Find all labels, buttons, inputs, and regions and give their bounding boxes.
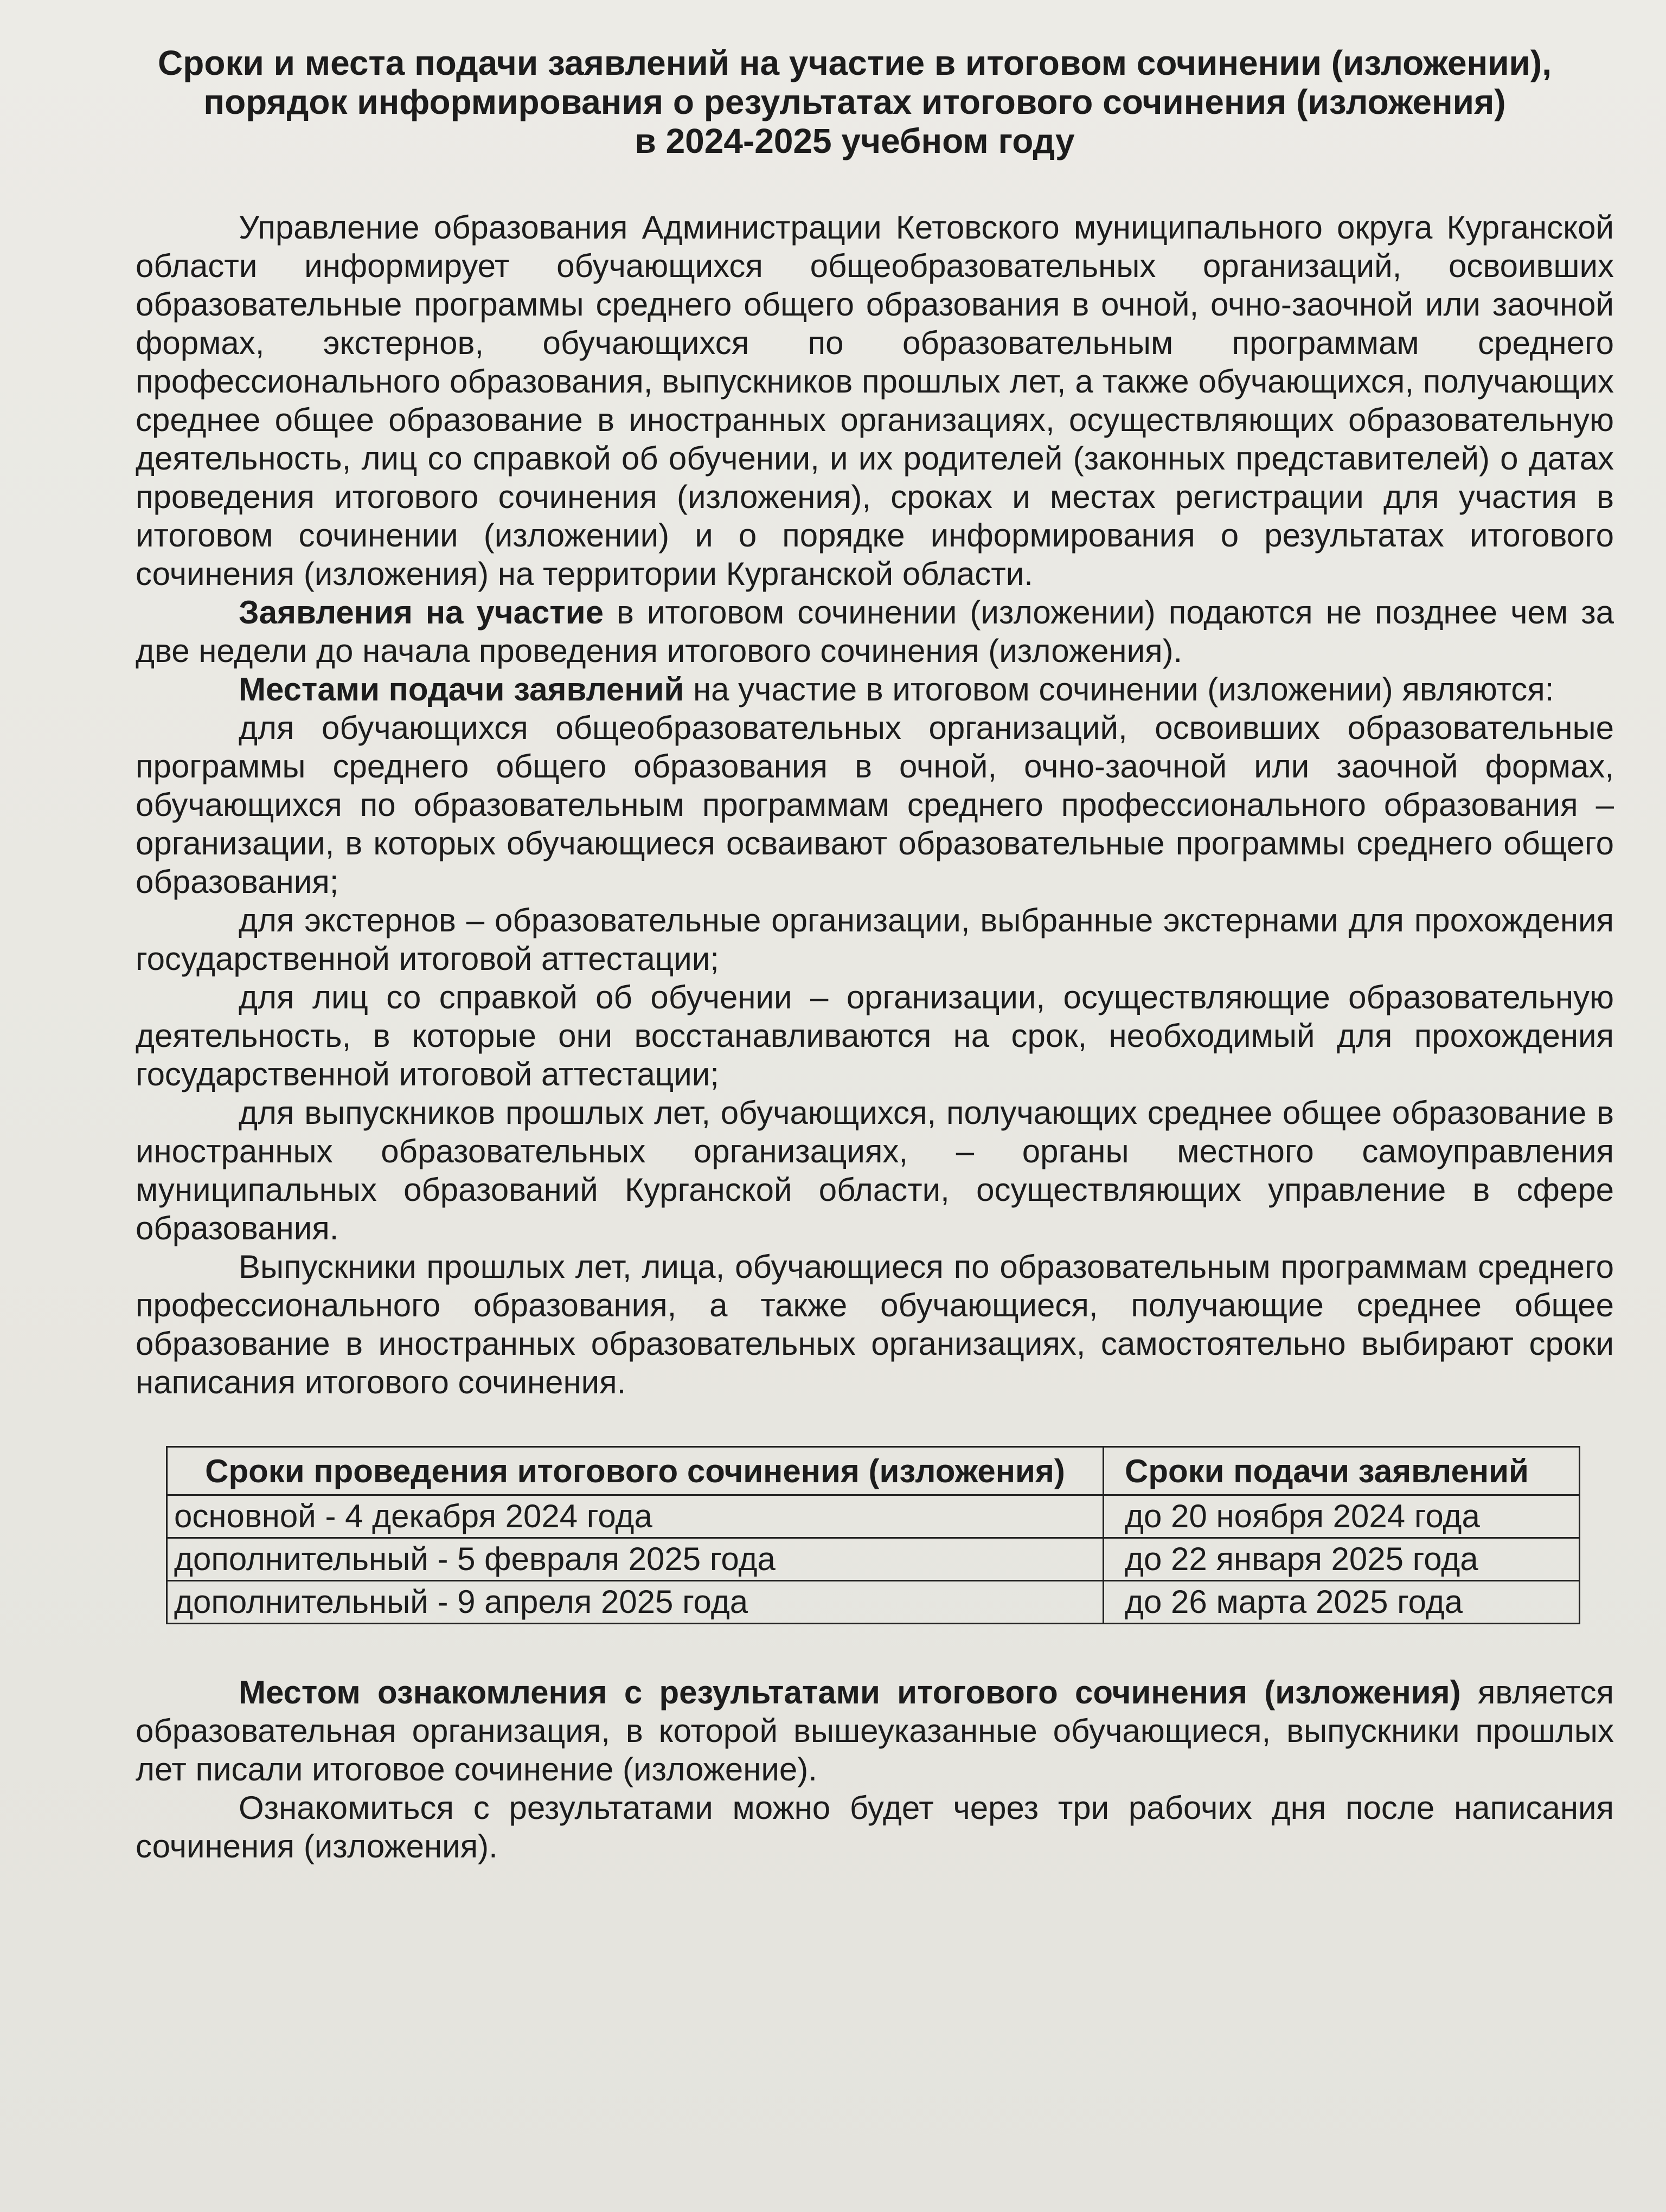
results-section: [136, 1673, 1614, 1866]
application-date-cell: до 26 марта 2025 года: [1104, 1581, 1580, 1624]
document-body: [136, 208, 1614, 1866]
title-line-2: порядок информирования о результатах итогового сочинения (изложения): [203, 82, 1506, 121]
essay-date-cell: дополнительный - 5 февраля 2025 года: [167, 1538, 1104, 1581]
application-date-cell: до 20 ноября 2024 года: [1104, 1495, 1580, 1538]
results-place-heading: Местом ознакомления с результатами итогового сочинения (изложения): [239, 1674, 1461, 1711]
applications-text: в итоговом сочинении (изложении) подаются не позднее чем за две недели до начала проведения итогового сочинения (изложения).: [136, 594, 1614, 669]
places-text: на участие в итоговом сочинении (изложении) являются:: [684, 671, 1554, 708]
places-list-item: для экстернов – образовательные организации, выбранные экстернами для прохождения государственной итоговой аттестации;: [136, 902, 1614, 977]
application-date-cell: до 22 января 2025 года: [1104, 1538, 1580, 1581]
places-list-item: для выпускников прошлых лет, обучающихся, получающих среднее общее образование в иностранных образовательных организациях, – органы местного самоуправления муниципальных образований Курганской области, осуществляющих управление в сфере образования.: [136, 1095, 1614, 1246]
table-row: [167, 1538, 1580, 1581]
results-place-text: является образовательная организация, в которой вышеуказанные обучающиеся, выпускники прошлых лет писали итоговое сочинение (изложение).: [136, 1674, 1614, 1787]
applications-paragraph: [136, 593, 1614, 670]
table-row: [167, 1495, 1580, 1538]
self-choice-paragraph: Выпускники прошлых лет, лица, обучающиеся по образовательным программам среднего профессионального образования, а также обучающиеся, получающие среднее общее образование в иностранных образовательных организациях, самостоятельно выбирают сроки написания итогового сочинения.: [136, 1249, 1614, 1400]
places-list-item: для лиц со справкой об обучении – организации, осуществляющие образовательную деятельность, в которые они восстанавливаются на срок, необходимый для прохождения государственной итоговой аттестации;: [136, 979, 1614, 1092]
schedule-table: [166, 1446, 1580, 1624]
document-title: [136, 43, 1623, 160]
essay-date-cell: дополнительный - 9 апреля 2025 года: [167, 1581, 1104, 1624]
places-heading: Местами подачи заявлений: [239, 671, 684, 708]
results-place-paragraph: [136, 1673, 1614, 1789]
table-row: [167, 1581, 1580, 1624]
header-application-dates: Сроки подачи заявлений: [1104, 1447, 1580, 1495]
title-line-1: Сроки и места подачи заявлений на участие в итоговом сочинении (изложении),: [158, 43, 1552, 82]
results-timing-paragraph: Ознакомиться с результатами можно будет через три рабочих дня после написания сочинения (изложения).: [136, 1790, 1614, 1864]
intro-paragraph: Управление образования Администрации Кетовского муниципального округа Курганской области информирует обучающихся общеобразовательных организаций, освоивших образовательные программы среднего общего образования в очной, очно-заочной или заочной формах, экстернов, обучающихся по образовательным программам среднего профессионального образования, выпускников прошлых лет, а также обучающихся, получающих среднее общее образование в иностранных организациях, осуществляющих образовательную деятельность, лиц со справкой об обучении, и их родителей (законных представителей) о датах проведения итогового сочинения (изложения), сроках и местах регистрации для участия в итоговом сочинении (изложении) и о порядке информирования о результатах итогового сочинения (изложения) на территории Курганской области.: [136, 209, 1614, 592]
title-line-3: в 2024-2025 учебном году: [635, 121, 1075, 160]
applications-heading: Заявления на участие: [239, 594, 604, 631]
essay-date-cell: основной - 4 декабря 2024 года: [167, 1495, 1104, 1538]
places-list-item: для обучающихся общеобразовательных организаций, освоивших образовательные программы среднего общего образования в очной, очно-заочной или заочной формах, обучающихся по образовательным программам среднего профессионального образования – организации, в которых обучающиеся осваивают образовательные программы среднего общего образования;: [136, 710, 1614, 900]
header-essay-dates: Сроки проведения итогового сочинения (изложения): [167, 1447, 1104, 1495]
places-paragraph: [136, 670, 1614, 709]
table-header-row: [167, 1447, 1580, 1495]
